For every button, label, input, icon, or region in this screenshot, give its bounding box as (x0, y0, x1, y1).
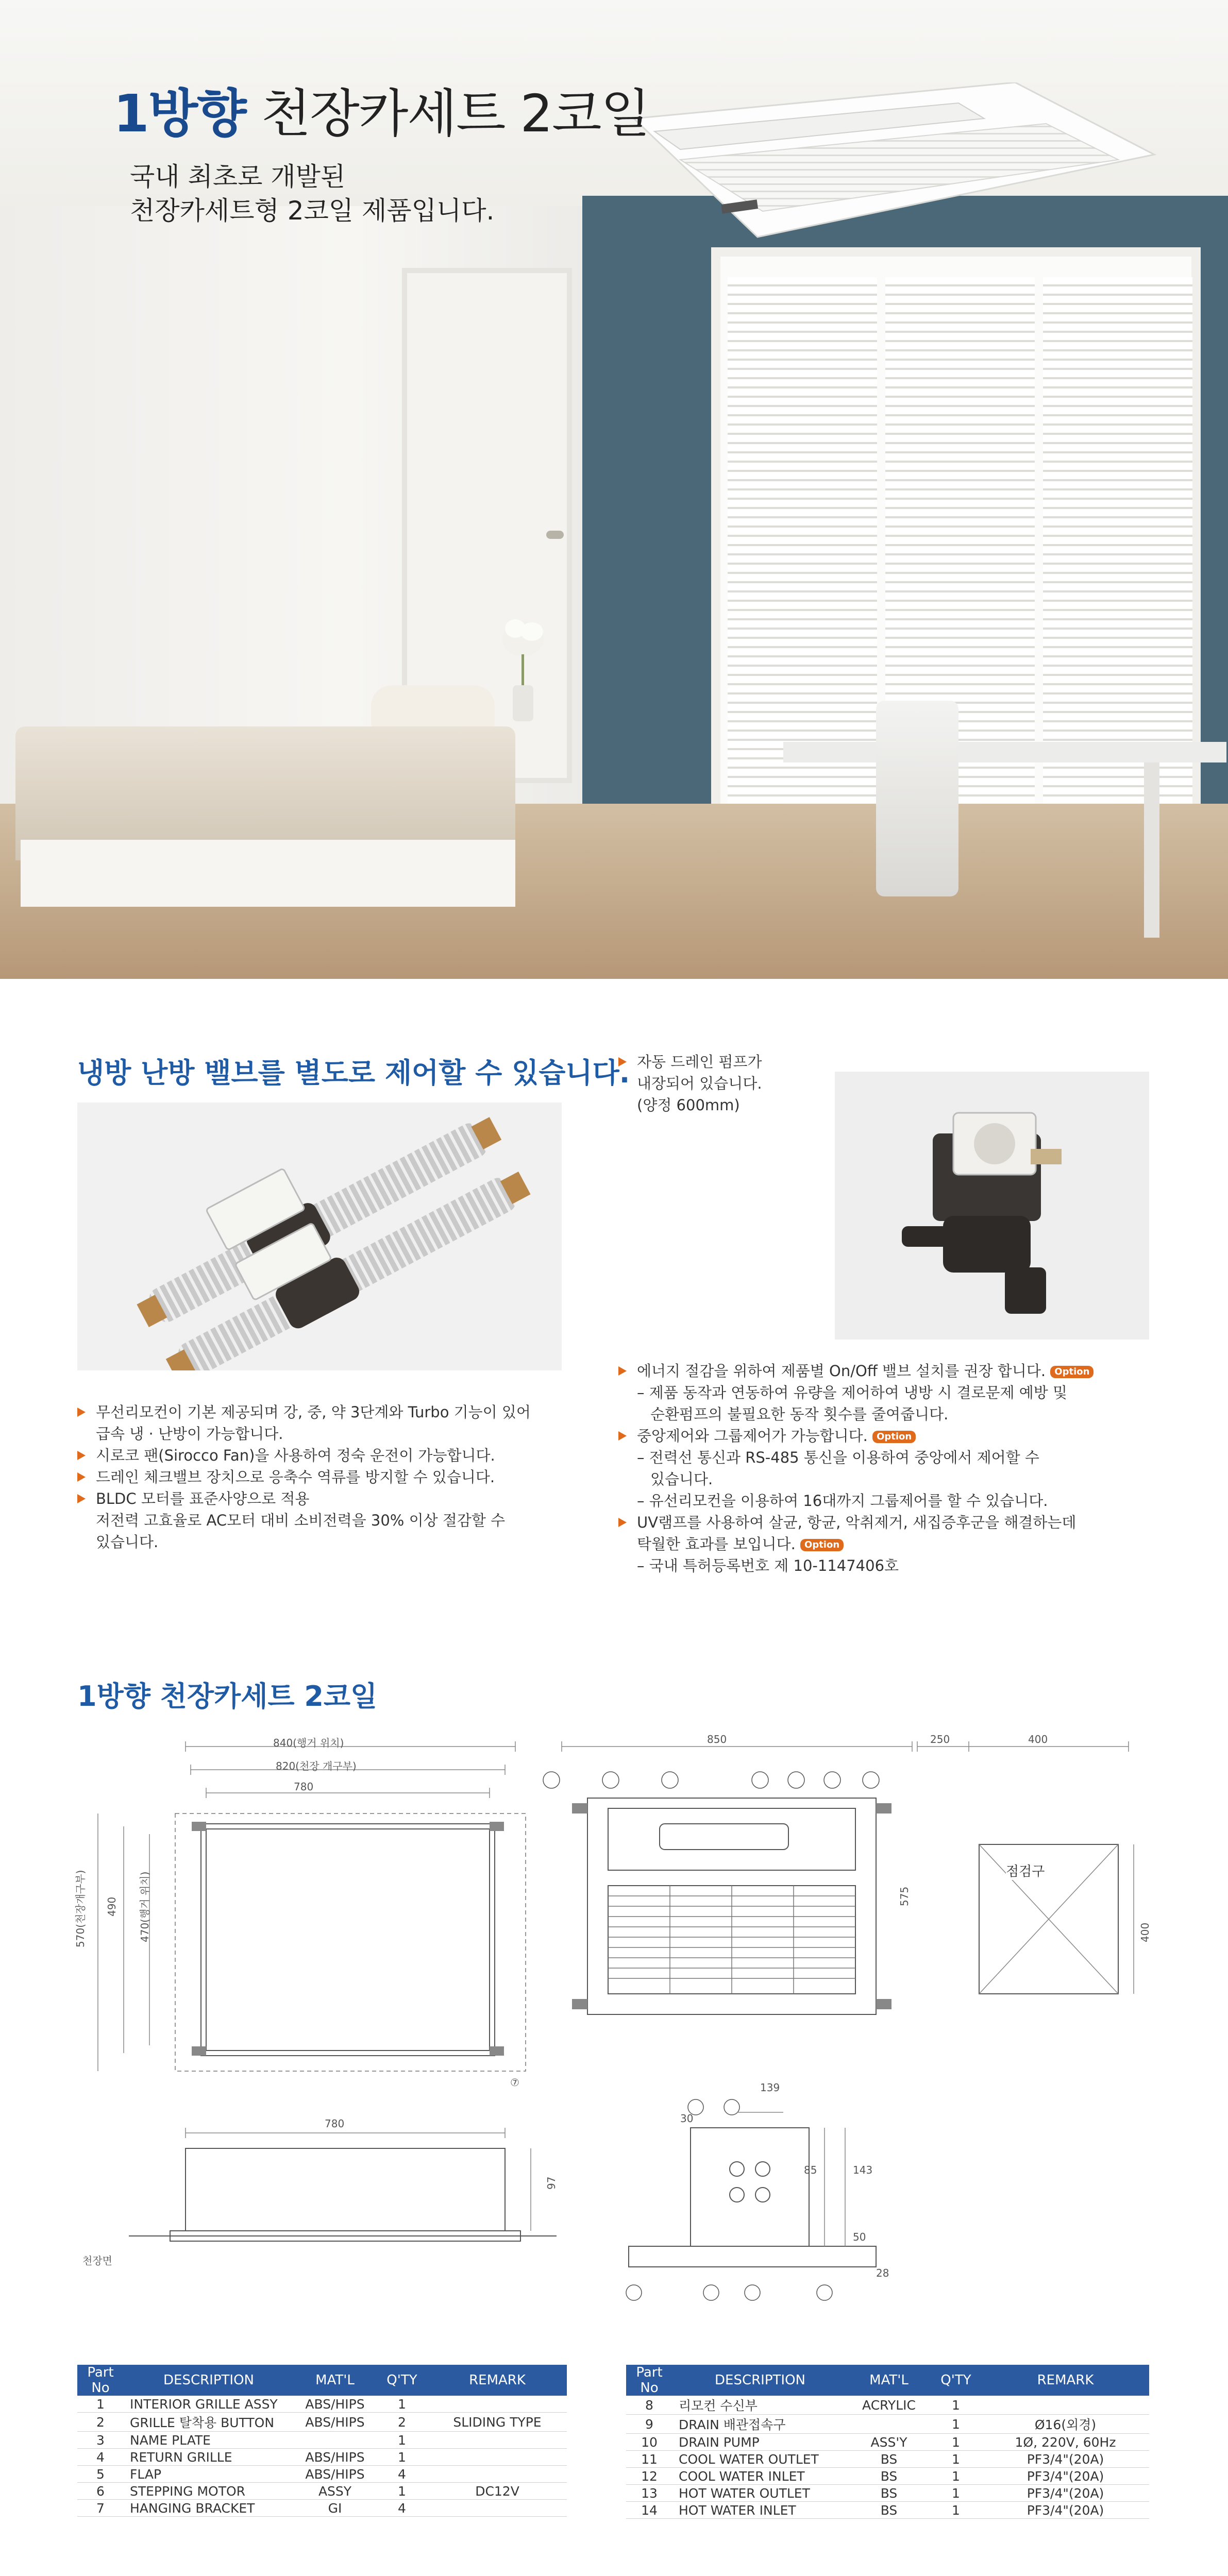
hero-subtitle: 국내 최초로 개발된 천장카세트형 2코일 제품입니다. (130, 162, 495, 226)
dim-label: 780 (325, 2117, 345, 2130)
table-row: 1 INTERIOR GRILLE ASSY ABS/HIPS 1 (77, 2396, 567, 2413)
option-badge: Option (800, 1539, 844, 1551)
list-item: 시로코 팬(Sirocco Fan)을 사용하여 정숙 운전이 가능합니다. (77, 1445, 593, 1466)
callout-7: ⑦ (510, 2076, 519, 2089)
plant-vase-icon (495, 608, 551, 721)
table-row: 3 NAME PLATE 1 (77, 2432, 567, 2449)
dim-label: 400 (1028, 1733, 1048, 1745)
table-row: 4 RETURN GRILLE ABS/HIPS 1 (77, 2449, 567, 2466)
desk-top (783, 742, 1226, 762)
option-badge: Option (1050, 1366, 1094, 1378)
list-item: 무선리모컨이 기본 제공되며 강, 중, 약 3단계와 Turbo 기능이 있어 (77, 1401, 593, 1423)
dim-label: 570(천장개구부) (74, 1870, 87, 1947)
ceiling-label: 천장면 (82, 2255, 112, 2267)
dim-label: 575 (898, 1886, 911, 1906)
dim-label: 470(행거 위치) (139, 1871, 151, 1942)
dim-label: 139 (760, 2081, 780, 2094)
dim-label: 820(천장 개구부) (276, 1760, 357, 1772)
table-row: 7 HANGING BRACKET GI 4 (77, 2500, 567, 2517)
dim-label: 85 (804, 2164, 817, 2176)
desk-leg (1144, 762, 1159, 938)
table-row: 5 FLAP ABS/HIPS 4 (77, 2466, 567, 2483)
bed-base (21, 840, 515, 907)
hero-banner (0, 0, 1228, 979)
pump-note: 자동 드레인 펌프가 내장되어 있습니다. (양정 600mm) (618, 1051, 835, 1116)
feature-list-left (77, 1401, 593, 1553)
list-item: 드레인 체크밸브 장치으로 응축수 역류를 방지할 수 있습니다. (77, 1466, 593, 1488)
feature-heading: 냉방 난방 밸브를 별도로 제어할 수 있습니다. (77, 1057, 630, 1089)
front-view-drawing (541, 1731, 928, 2050)
table-row: 12 COOL WATER INLET BS 1 PF3/4"(20A) (626, 2468, 1149, 2485)
dim-label: 780 (294, 1781, 314, 1793)
valve-pipe-image (77, 1103, 562, 1370)
inspection-label: 점검구 (1006, 1861, 1045, 1880)
drawing-heading: 1방향 천장카세트 2코일 (77, 1680, 378, 1713)
table-row: 9 DRAIN 배관접속구 1 Ø16(외경) (626, 2415, 1149, 2434)
table-row: 10 DRAIN PUMP ASS'Y 1 1Ø, 220V, 60Hz (626, 2434, 1149, 2451)
dim-label: 840(행거 위치) (273, 1737, 344, 1749)
hero-title: 1방향 천장카세트 2코일 (113, 83, 650, 144)
option-badge: Option (872, 1431, 916, 1443)
list-item-cont: 있습니다. (96, 1533, 159, 1551)
table-header-row: Part No DESCRIPTION MAT'L Q'TY REMARK (626, 2365, 1149, 2396)
dim-label: 490 (106, 1896, 118, 1917)
dim-label: 400 (1139, 1922, 1151, 1942)
side-view-drawing (77, 2112, 567, 2267)
ceiling-cassette-unit-icon (624, 82, 1159, 242)
table-row: 13 HOT WATER OUTLET BS 1 PF3/4"(20A) (626, 2485, 1149, 2502)
feature-list-right: 에너지 절감을 위하여 제품별 On/Off 밸브 설치를 권장 합니다. Option – 제품 동작과 연동하여 유량을 제어하여 냉방 시 결로문제 예방 및 순환펌프의 불필요한 동작 횟수를 줄여줍니다. 중앙제어와 그룹제어가 가능합니다. Option – 전력선 통신과 RS-485 통신을 이용하여 중앙에서 제어할 수 있습니다. – 유선리모컨을 이용하여 16대까지 그룹제어를 할 수 있습니다. UV램프를 사용하여 살균, 항균, 악취제거, 새집증후군을 해결하는데 탁월한 효과를 보입니다. Option – 국내 특허등록번호 제 10-1147406호 (618, 1360, 1185, 1577)
parts-table-left (77, 2365, 567, 2517)
table-row: 14 HOT WATER INLET BS 1 PF3/4"(20A) (626, 2502, 1149, 2519)
dim-label: 143 (853, 2164, 873, 2176)
list-item: UV램프를 사용하여 살균, 항균, 악취제거, 새집증후군을 해결하는데 (618, 1512, 1185, 1533)
table-row: 8 리모컨 수신부 ACRYLIC 1 (626, 2396, 1149, 2415)
dim-label: 30 (680, 2112, 694, 2125)
list-item: 중앙제어와 그룹제어가 가능합니다. Option (618, 1425, 1185, 1447)
drain-pump-image (835, 1072, 1149, 1340)
dim-label: 850 (707, 1733, 727, 1745)
dim-label: 97 (545, 2176, 558, 2190)
list-item-cont: 탁월한 효과를 보입니다. Option (618, 1533, 1185, 1555)
list-item-cont: 저전력 고효율로 AC모터 대비 소비전력을 30% 이상 절감할 수 (96, 1512, 506, 1529)
parts-table-right (626, 2365, 1149, 2519)
table-row: 6 STEPPING MOTOR ASSY 1 DC12V (77, 2483, 567, 2500)
dim-label: 50 (853, 2231, 866, 2243)
section-view-drawing (608, 2092, 917, 2308)
table-row: 11 COOL WATER OUTLET BS 1 PF3/4"(20A) (626, 2451, 1149, 2468)
door-handle (546, 531, 564, 539)
list-item-cont: 급속 냉 · 난방이 가능합니다. (96, 1425, 283, 1443)
dim-label: 28 (876, 2267, 889, 2279)
table-header-row: Part No DESCRIPTION MAT'L Q'TY REMARK (77, 2365, 567, 2396)
list-item: 에너지 절감을 위하여 제품별 On/Off 밸브 설치를 권장 합니다. Option (618, 1360, 1185, 1382)
table-row: 2 GRILLE 탈착용 BUTTON ABS/HIPS 2 SLIDING TYPE (77, 2413, 567, 2432)
dim-label: 250 (930, 1733, 950, 1745)
list-item: BLDC 모터를 표준사양으로 적용 (77, 1488, 593, 1510)
chair (876, 701, 958, 896)
